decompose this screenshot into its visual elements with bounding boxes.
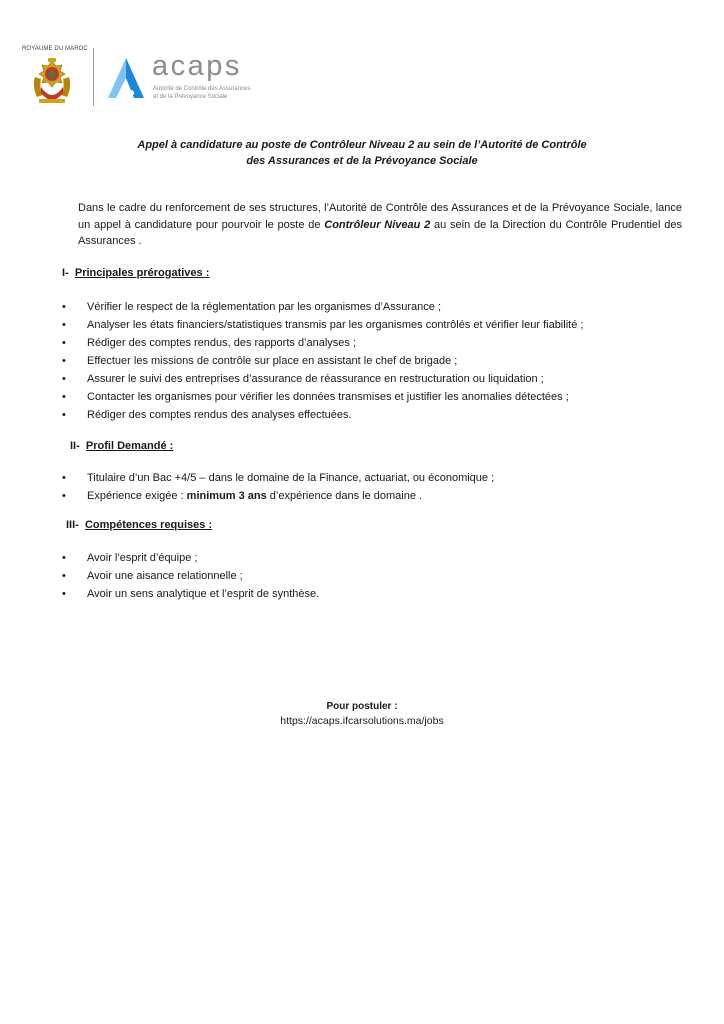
list-item: • Avoir un sens analytique et l’esprit de synthèse. (62, 588, 320, 600)
bullet-icon: • (62, 552, 66, 564)
list-item: • Rédiger des comptes rendus des analyses effectuées. (62, 409, 352, 421)
section-heading-profile (70, 440, 173, 452)
section-label: Compétences requises : (84, 519, 213, 531)
section-heading-prerogatives (62, 267, 209, 279)
acaps-logo-wordmark: acaps (152, 50, 242, 82)
bullet-icon: • (62, 472, 66, 484)
section-number: III- (66, 519, 79, 531)
bullet-icon: • (62, 409, 66, 421)
list-item: • Assurer le suivi des entreprises d’assurance de réassurance en restructuration ou liquidation ; (62, 373, 544, 385)
bullet-icon: • (62, 337, 66, 349)
intro-text-part1: Dans le cadre du renforcement de ses structures, l’Autorité de Contrôle des Assurances et de la Prévoyance Sociale, lance un appel à candidature pour pourvoir le poste de (78, 202, 682, 231)
bullet-icon: • (62, 588, 66, 600)
document-title-line2: des Assurances et de la Prévoyance Sociale (246, 155, 478, 167)
bullet-icon: • (62, 570, 66, 582)
bullet-icon: • (62, 319, 66, 331)
acaps-logo-icon (104, 56, 148, 100)
list-item: • Avoir l’esprit d’équipe ; (62, 552, 198, 564)
list-item: • Contacter les organismes pour vérifier les données transmises et justifier les anomalies détectées ; (62, 391, 569, 403)
list-item: • Avoir une aisance relationnelle ; (62, 570, 243, 582)
list-item: • Rédiger des comptes rendus, des rapports d’analyses ; (62, 337, 357, 349)
section-number: II- (70, 440, 80, 452)
header-divider (93, 48, 94, 106)
acaps-logo-subtitle-line2: et de la Prévoyance Sociale (153, 94, 228, 100)
list-item: • Vérifier le respect de la réglementation par les organismes d’Assurance ; (62, 301, 442, 313)
bullet-icon: • (62, 301, 66, 313)
experience-requirement: minimum 3 ans (186, 490, 267, 502)
list-item: • Expérience exigée : minimum 3 ans d’expérience dans le domaine . (62, 490, 423, 502)
section-heading-skills (66, 519, 212, 531)
acaps-logo-subtitle-line1: Autorité de Contrôle des Assurances (153, 86, 251, 92)
list-item: • Analyser les états financiers/statistiques transmis par les organismes contrôlés et vérifier leur fiabilité ; (62, 319, 584, 331)
document-title-line1: Appel à candidature au poste de Contrôleur Niveau 2 au sein de l’Autorité de Contrôle (137, 139, 587, 151)
bullet-icon: • (62, 391, 66, 403)
bullet-icon: • (62, 373, 66, 385)
list-item: • Titulaire d’un Bac +4/5 – dans le domaine de la Finance, actuariat, ou économique ; (62, 472, 495, 484)
intro-paragraph (78, 200, 682, 250)
bullet-icon: • (62, 355, 66, 367)
apply-label: Pour postuler : (326, 701, 398, 712)
kingdom-label: ROYAUME DU MAROC (22, 46, 88, 52)
section-number: I- (62, 267, 69, 279)
intro-text-part2: au sein de la Direction du Contrôle Prudentiel des Assurances . (78, 218, 682, 247)
section-label: Profil Demandé : (85, 440, 174, 452)
bullet-icon: • (62, 490, 66, 502)
apply-link[interactable]: https://acaps.ifcarsolutions.ma/jobs (280, 715, 444, 727)
royal-coat-of-arms-icon (29, 57, 75, 107)
intro-position-keyword: Contrôleur Niveau 2 (324, 218, 431, 231)
list-item: • Effectuer les missions de contrôle sur place en assistant le chef de brigade ; (62, 355, 458, 367)
section-label: Principales prérogatives : (74, 267, 210, 279)
